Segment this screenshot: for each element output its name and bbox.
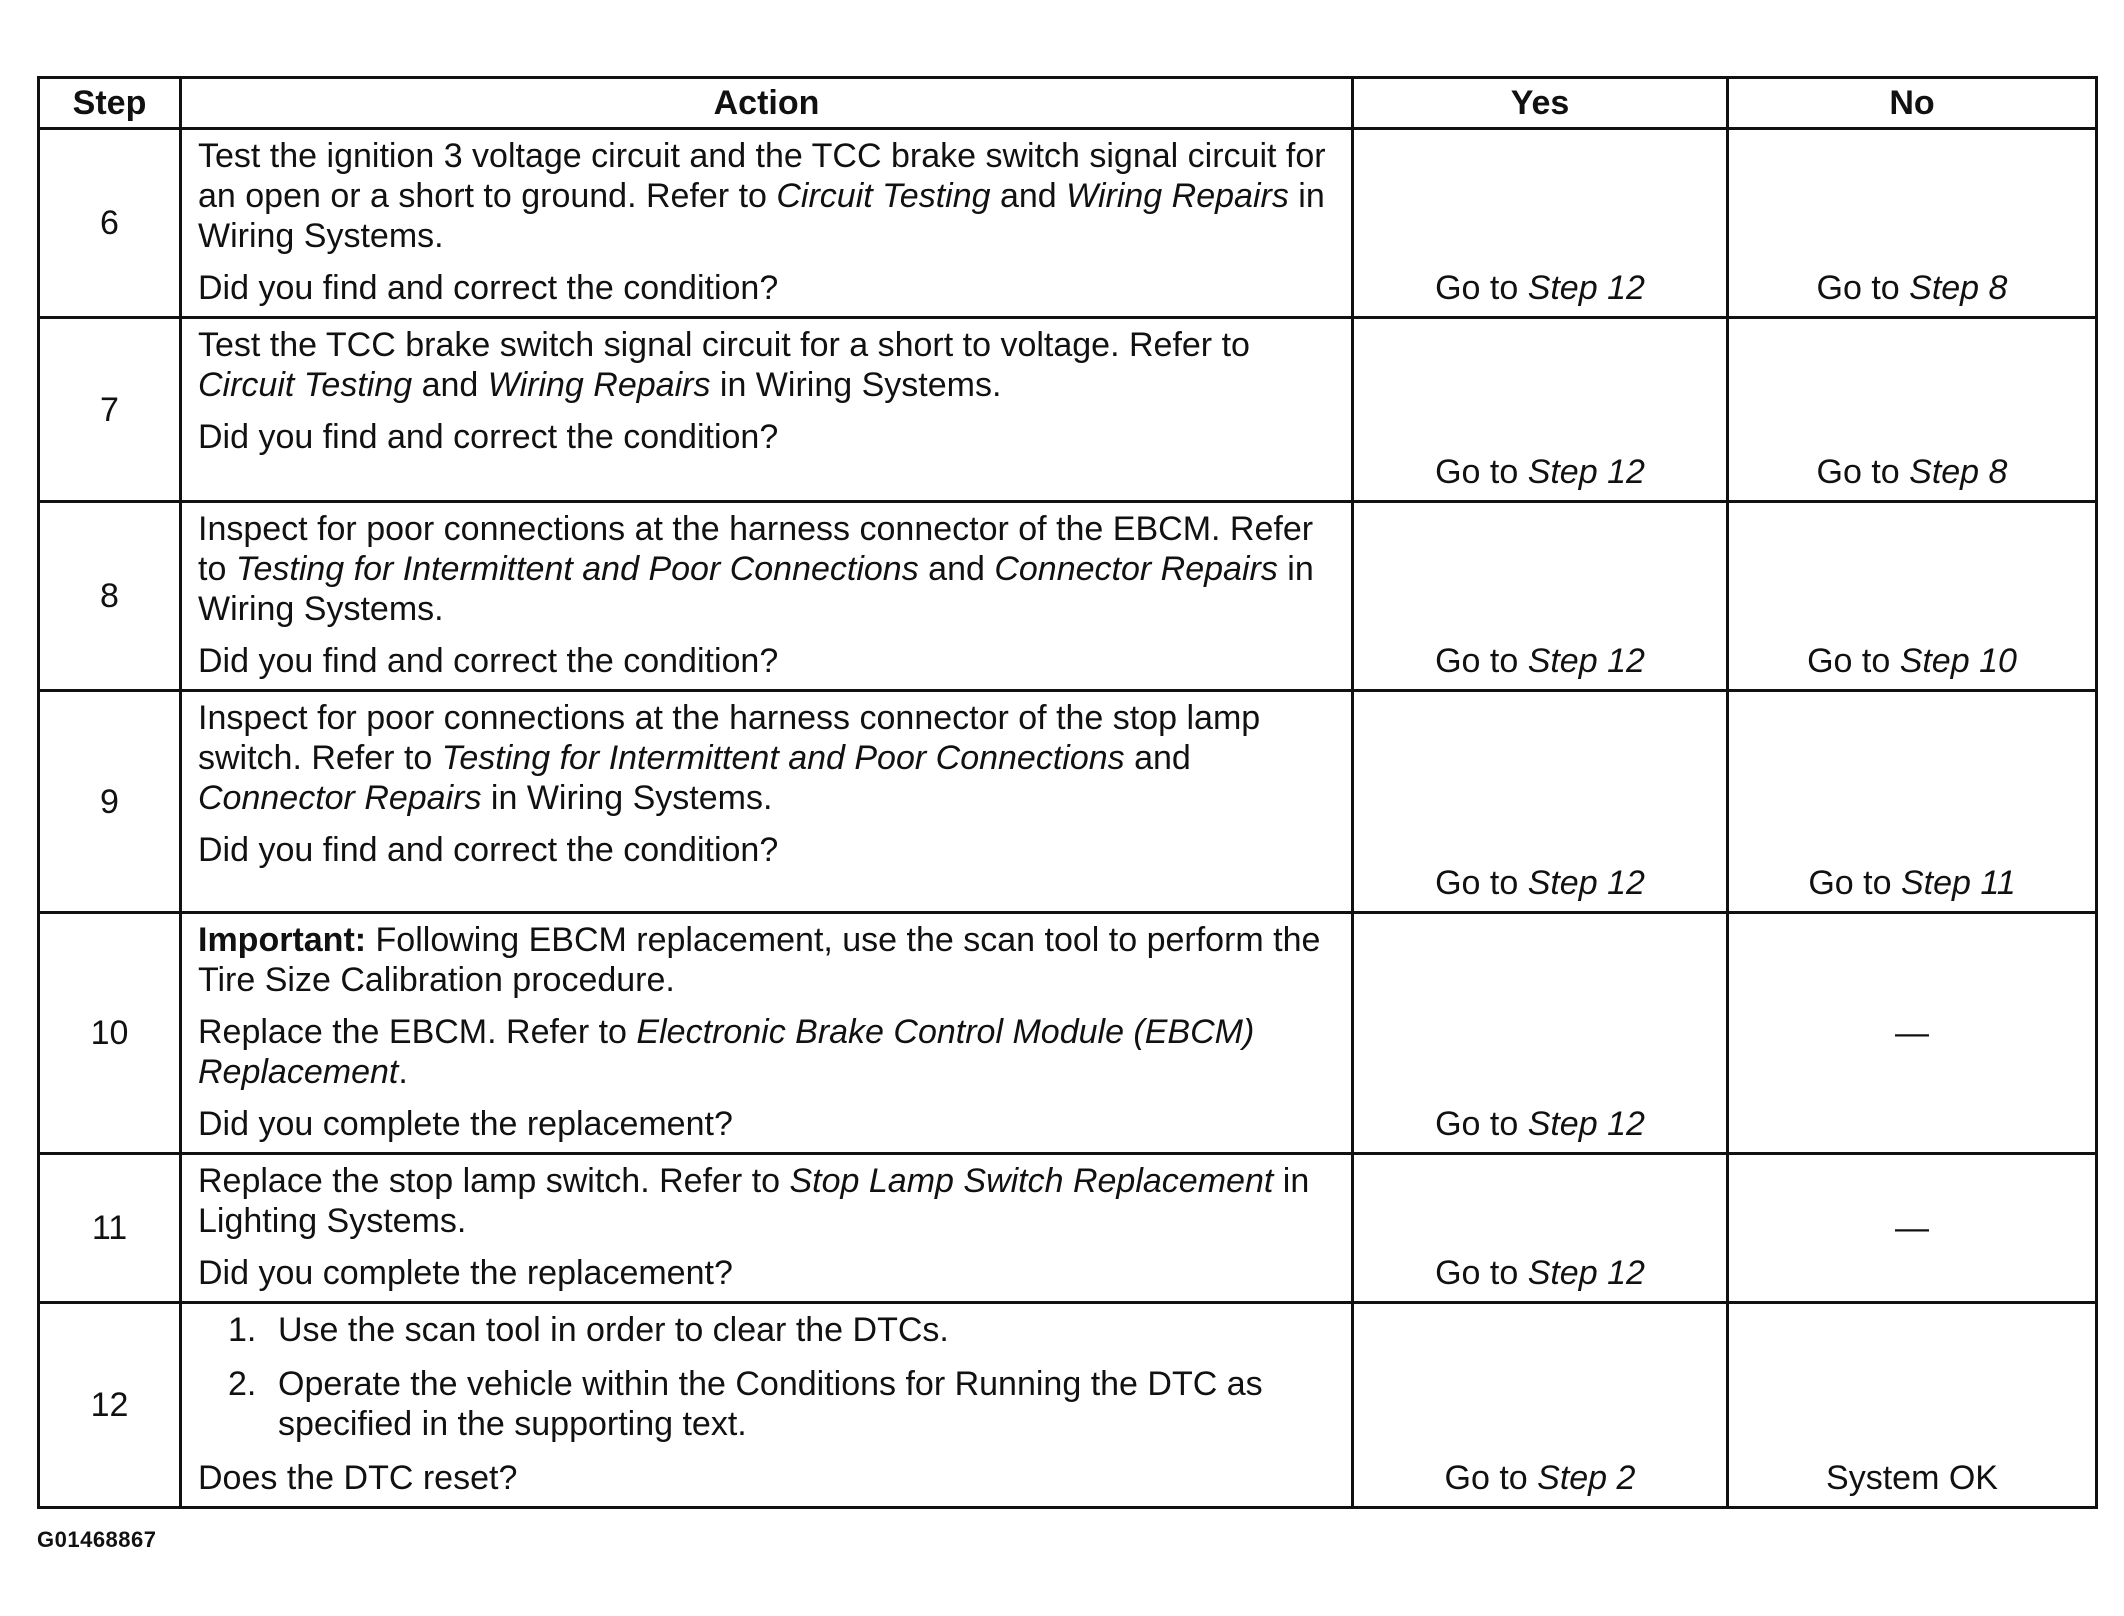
action-text: Test the TCC brake switch signal circuit for a short to voltage. Refer to [198,326,1250,364]
action-cell [181,1303,1353,1508]
list-item-text: Use the scan tool in order to clear the DTCs. [278,1311,949,1349]
action-question: Did you complete the replacement? [198,1105,733,1143]
step-number: 9 [39,691,181,913]
table-row [39,502,2097,691]
reference-link-text: Circuit Testing [198,366,413,404]
goto-prefix: Go to [1807,642,1900,680]
goto-step-ref: Step 12 [1527,269,1645,307]
reference-link-text: Connector Repairs [994,550,1278,588]
goto-prefix: Go to [1435,269,1528,307]
action-text: Test the ignition 3 voltage circuit and the TCC brake switch signal circuit for an open or a short to ground. Refer to [198,137,1326,215]
step-number: 11 [39,1154,181,1303]
figure-id: G01468867 [37,1527,157,1552]
header-step: Step [39,78,181,129]
result-text: System OK [1826,1459,1998,1497]
goto-step-ref: Step 10 [1899,642,2017,680]
reference-link-text: Testing for Intermittent and Poor Connections [235,550,919,588]
numbered-list [198,1310,1337,1444]
important-label: Important: [198,921,367,959]
action-text: Replace the stop lamp switch. Refer to [198,1162,790,1200]
action-text: Replace the EBCM. Refer to [198,1013,637,1051]
step-number: 12 [39,1303,181,1508]
goto-prefix: Go to [1808,864,1901,902]
action-paragraph [198,698,1337,818]
reference-link-text: Wiring Repairs [487,366,711,404]
yes-result [1353,913,1728,1154]
action-question: Did you find and correct the condition? [198,642,779,680]
action-text: and [918,550,995,588]
action-text: Following EBCM replacement, use the scan tool to perform the Tire Size Calibration procedure. [198,921,1321,999]
yes-result [1353,1303,1728,1508]
action-question: Did you find and correct the condition? [198,831,779,869]
reference-link-text: Testing for Intermittent and Poor Connections [441,739,1125,777]
action-question: Did you find and correct the condition? [198,269,779,307]
goto-step-ref: Step 11 [1900,864,2016,902]
action-text: in Wiring Systems. [481,779,773,817]
action-cell [181,691,1353,913]
action-text: in Wiring Systems. [198,177,1325,255]
table-row [39,1154,2097,1303]
action-question: Did you complete the replacement? [198,1254,733,1292]
table-row [39,318,2097,502]
action-question: Did you find and correct the condition? [198,418,779,456]
header-row [39,78,2097,129]
header-action: Action [181,78,1353,129]
reference-link-text: Stop Lamp Switch Replacement [789,1162,1274,1200]
action-text: and [412,366,488,404]
table-body [39,129,2097,1508]
action-cell [181,1154,1353,1303]
reference-link-text: Wiring Repairs [1066,177,1289,215]
action-paragraph [198,1161,1337,1241]
goto-step-ref: Step 12 [1527,1105,1645,1143]
yes-result [1353,1154,1728,1303]
action-cell [181,913,1353,1154]
table-row [39,1303,2097,1508]
action-text: and [990,177,1067,215]
step-number: 6 [39,129,181,318]
no-result [1728,318,2097,502]
action-cell [181,502,1353,691]
action-text: in Wiring Systems. [710,366,1002,404]
no-result [1728,1303,2097,1508]
goto-step-ref: Step 12 [1527,642,1645,680]
goto-prefix: Go to [1816,453,1910,491]
not-applicable-dash: — [1895,1014,1929,1052]
goto-step-ref: Step 2 [1537,1459,1636,1497]
goto-step-ref: Step 8 [1909,269,2008,307]
reference-link-text: Connector Repairs [198,779,482,817]
action-text: and [1124,739,1191,777]
action-cell [181,129,1353,318]
reference-link-text: Electronic Brake Control Module (EBCM) Replacement [198,1013,1255,1091]
no-result [1728,691,2097,913]
action-paragraph [198,1012,1337,1092]
yes-result [1353,318,1728,502]
goto-prefix: Go to [1435,642,1528,680]
yes-result [1353,691,1728,913]
action-text: Inspect for poor connections at the harness connector of the stop lamp switch. Refer to [198,699,1261,777]
goto-step-ref: Step 12 [1527,453,1645,491]
goto-prefix: Go to [1435,864,1528,902]
action-cell [181,318,1353,502]
goto-step-ref: Step 12 [1527,864,1645,902]
goto-prefix: Go to [1444,1459,1538,1497]
goto-step-ref: Step 12 [1527,1254,1645,1292]
header-yes: Yes [1353,78,1728,129]
no-result [1728,913,2097,1154]
action-text: in Wiring Systems. [198,550,1314,628]
action-paragraph [198,136,1337,256]
action-text: . [398,1053,408,1091]
not-applicable-dash: — [1895,1209,1929,1247]
header-no: No [1728,78,2097,129]
diagnostic-table [37,76,2098,1509]
reference-link-text: Circuit Testing [776,177,991,215]
yes-result [1353,502,1728,691]
table-row [39,129,2097,318]
no-result [1728,129,2097,318]
list-item [198,1310,1337,1350]
goto-prefix: Go to [1435,1105,1528,1143]
action-text: Inspect for poor connections at the harness connector of the EBCM. Refer to [198,510,1314,588]
table-row [39,691,2097,913]
list-item [198,1364,1337,1444]
action-paragraph [198,325,1337,405]
goto-step-ref: Step 8 [1909,453,2008,491]
yes-result [1353,129,1728,318]
action-paragraph [198,509,1337,629]
no-result [1728,502,2097,691]
step-number: 7 [39,318,181,502]
step-number: 10 [39,913,181,1154]
no-result [1728,1154,2097,1303]
list-item-text: Operate the vehicle within the Conditions for Running the DTC as specified in the supporting text. [278,1365,1263,1443]
table-row [39,913,2097,1154]
goto-prefix: Go to [1435,1254,1528,1292]
list-item-number: 2. [228,1365,257,1403]
goto-prefix: Go to [1435,453,1528,491]
action-question: Does the DTC reset? [198,1459,518,1497]
step-number: 8 [39,502,181,691]
list-item-number: 1. [228,1311,257,1349]
action-paragraph [198,920,1337,1000]
goto-prefix: Go to [1816,269,1910,307]
action-text: in Lighting Systems. [198,1162,1310,1240]
